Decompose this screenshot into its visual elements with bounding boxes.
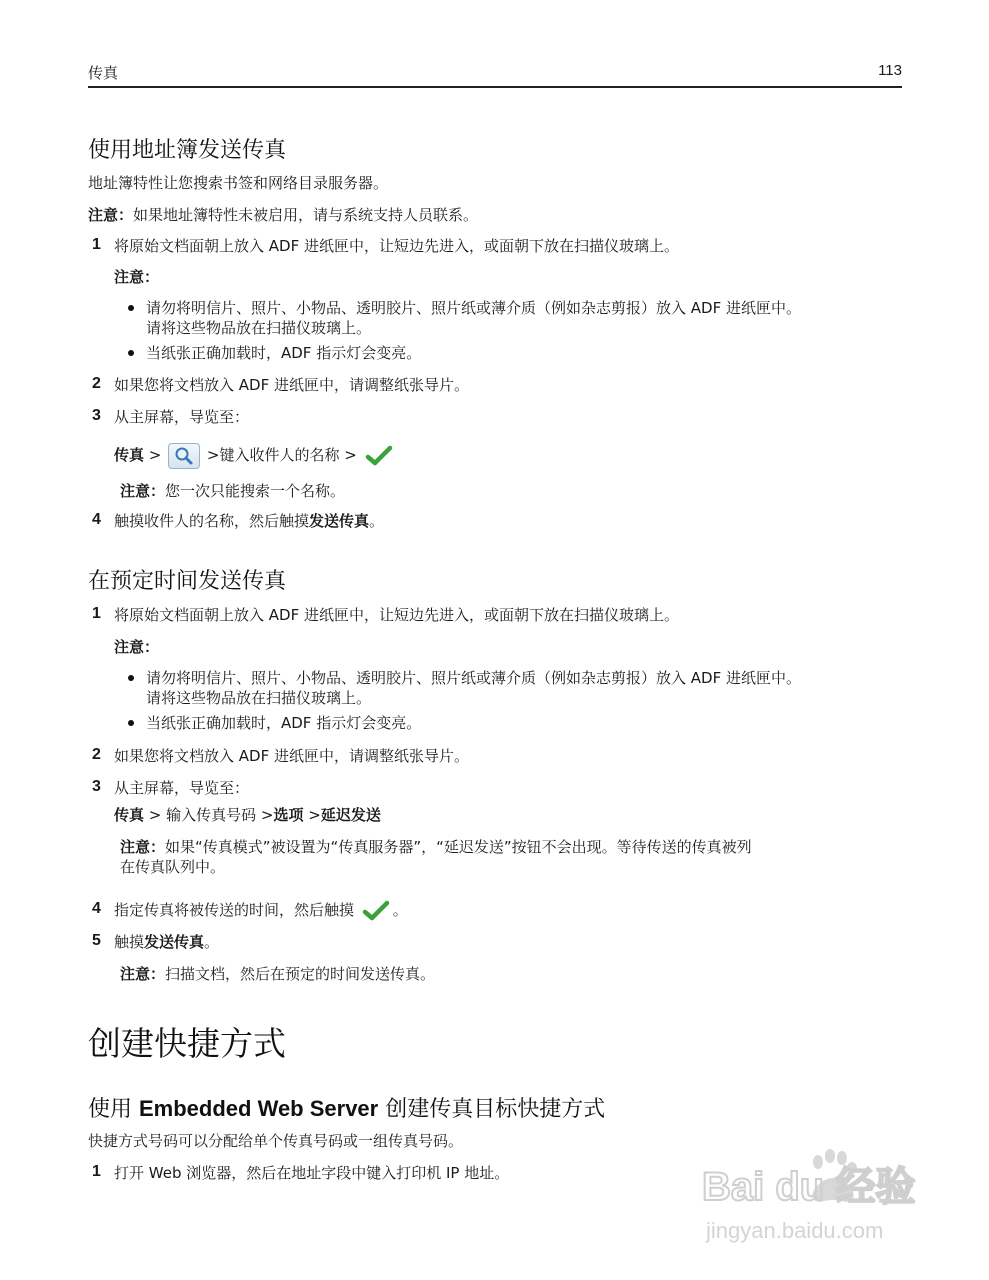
bullet-dot [128, 720, 134, 726]
baidu-watermark [700, 1140, 940, 1250]
step-text: 打开 Web 浏览器，然后在地址字段中键入打印机 IP 地址。 [114, 1164, 510, 1182]
send-fax-label: 发送传真 [144, 933, 205, 951]
nav-fax: 传真 [114, 446, 145, 464]
nav-separator: > [303, 806, 321, 824]
step-number: 1 [92, 236, 101, 253]
section-title-scheduled-fax: 在预定时间发送传真 [88, 569, 287, 594]
note-label: 注意： [88, 206, 134, 224]
send-fax-label: 发送传真 [309, 512, 370, 530]
step-text-main: 触摸 [114, 933, 145, 951]
step-text-main: 触摸收件人的名称，然后触摸 [114, 512, 310, 530]
step-text: 将原始文档面朝上放入 ADF 进纸匣中，让短边先进入，或面朝下放在扫描仪玻璃上。 [114, 606, 679, 624]
watermark-brand: Bai du 经验 [702, 1165, 916, 1209]
navigation-path [114, 441, 396, 469]
step-text-end: 。 [392, 901, 408, 919]
section-intro: 快捷方式号码可以分配给单个传真号码或一组传真号码。 [88, 1132, 464, 1150]
step-text [114, 932, 219, 952]
step-number: 3 [92, 778, 101, 795]
nav-separator: > [144, 446, 162, 464]
step-text-main: 指定传真将被传送的时间，然后触摸 [114, 901, 355, 919]
navigation-path [114, 805, 381, 825]
watermark-url: jingyan.baidu.com [706, 1218, 884, 1243]
bullet-text-cont: 请将这些物品放在扫描仪玻璃上。 [146, 319, 372, 337]
note-text: 如果“传真模式”被设置为“传真服务器”，“延迟发送”按钮不会出现。等待传送的传真被列 [165, 838, 752, 856]
note [120, 481, 345, 501]
bullet-text: 当纸张正确加载时，ADF 指示灯会变亮。 [146, 344, 422, 362]
nav-options: 选项 [273, 806, 304, 824]
bullet-text-cont: 请将这些物品放在扫描仪玻璃上。 [146, 689, 372, 707]
header-page-number: 113 [878, 62, 902, 79]
step-number: 2 [92, 375, 101, 392]
step-text [114, 896, 408, 924]
note [120, 837, 752, 857]
step-number: 4 [92, 900, 101, 917]
title-product-name: Embedded Web Server [139, 1096, 379, 1121]
header-section-title: 传真 [88, 64, 119, 82]
nav-fax: 传真 [114, 806, 145, 824]
checkmark-icon [364, 444, 394, 468]
step-number: 4 [92, 511, 101, 528]
step-text [114, 511, 384, 531]
title-prefix: 使用 [88, 1097, 139, 1122]
bullet-text: 请勿将明信片、照片、小物品、透明胶片、照片纸或薄介质（例如杂志剪报）放入 ADF 进纸匣中。 [146, 669, 801, 687]
step-text-end: 。 [369, 512, 385, 530]
bullet-dot [128, 675, 134, 681]
bullet-dot [128, 305, 134, 311]
step-text: 将原始文档面朝上放入 ADF 进纸匣中，让短边先进入，或面朝下放在扫描仪玻璃上。 [114, 237, 679, 255]
checkmark-icon [361, 899, 391, 923]
nav-enter-number: > 输入传真号码 > [144, 806, 274, 824]
bullet-text: 请勿将明信片、照片、小物品、透明胶片、照片纸或薄介质（例如杂志剪报）放入 ADF 进纸匣中。 [146, 299, 801, 317]
note-label: 注意： [114, 638, 160, 656]
step-text-end: 。 [204, 933, 220, 951]
step-text: 如果您将文档放入 ADF 进纸匣中，请调整纸张导片。 [114, 376, 469, 394]
note-label: 注意： [120, 838, 166, 856]
step-text: 从主屏幕，导览至： [114, 408, 250, 426]
note [88, 205, 478, 225]
note [120, 964, 435, 984]
section-title-ews-shortcut [88, 1092, 605, 1123]
step-number: 1 [92, 605, 101, 622]
bullet-text: 当纸张正确加载时，ADF 指示灯会变亮。 [146, 714, 422, 732]
step-number: 1 [92, 1163, 101, 1180]
step-number: 5 [92, 932, 101, 949]
note-label: 注意： [114, 268, 160, 286]
step-text: 从主屏幕，导览至： [114, 779, 250, 797]
note-label: 注意： [120, 965, 166, 983]
step-text: 如果您将文档放入 ADF 进纸匣中，请调整纸张导片。 [114, 747, 469, 765]
note-text: 您一次只能搜索一个名称。 [165, 482, 346, 500]
note-text: 扫描文档，然后在预定的时间发送传真。 [165, 965, 436, 983]
search-icon [168, 443, 200, 469]
section-title-address-book: 使用地址簿发送传真 [88, 138, 287, 163]
title-suffix: 创建传真目标快捷方式 [378, 1097, 606, 1122]
note-label: 注意： [120, 482, 166, 500]
page-header [88, 62, 902, 88]
note-text-cont: 在传真队列中。 [120, 858, 226, 876]
section-intro: 地址簿特性让您搜索书签和网络目录服务器。 [88, 174, 389, 192]
bullet-dot [128, 350, 134, 356]
nav-delayed-send: 延迟发送 [320, 806, 381, 824]
nav-type-recipient: >键入收件人的名称 > [202, 446, 357, 464]
step-number: 2 [92, 746, 101, 763]
chapter-title-create-shortcuts: 创建快捷方式 [88, 1024, 286, 1063]
step-number: 3 [92, 407, 101, 424]
note-text: 如果地址簿特性未被启用，请与系统支持人员联系。 [133, 206, 479, 224]
